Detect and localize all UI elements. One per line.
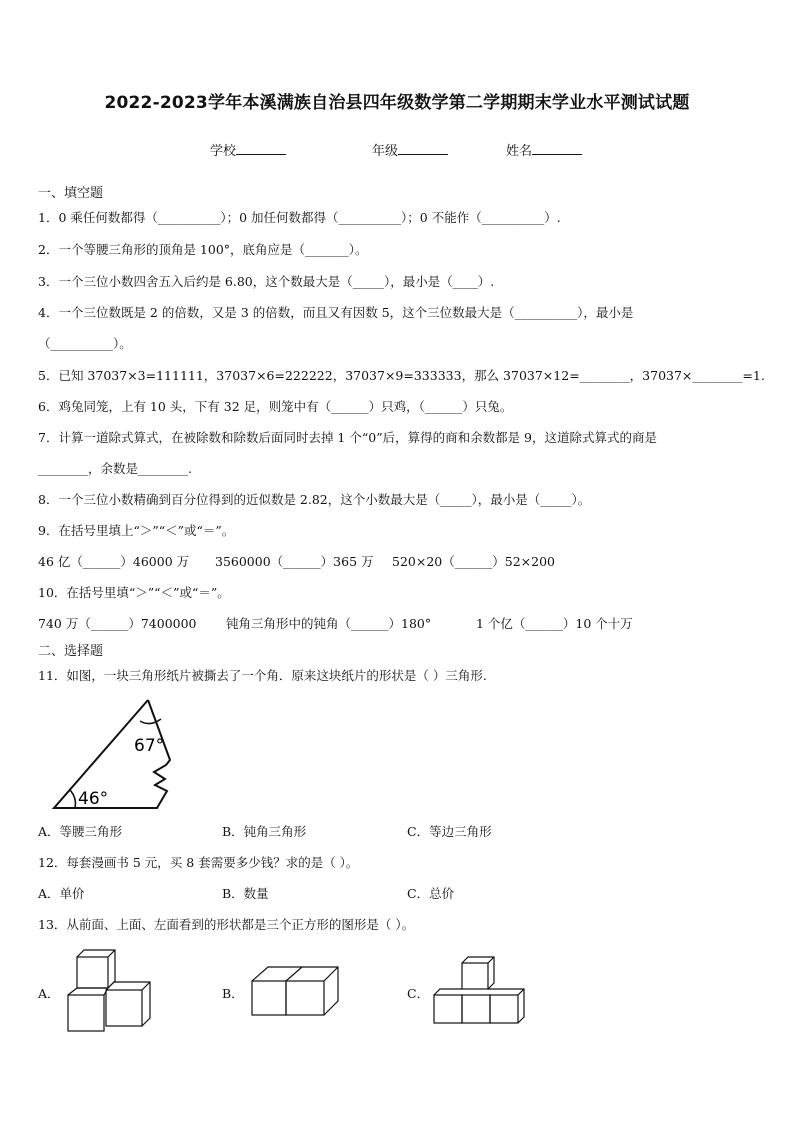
question-4: 4．一个三位数既是 2 的倍数，又是 3 的倍数，而且又有因数 5，这个三位数最大是（__________），最小是: [38, 305, 634, 320]
q9-item-2: 3560000（______）365 万: [215, 554, 374, 569]
angle-label-top: 67°: [134, 736, 165, 756]
question-4-cont: （__________）。: [38, 336, 132, 351]
q9-item-3: 520×20（______）52×200: [392, 554, 555, 569]
name-label: 姓名: [506, 144, 533, 159]
grade-label: 年级: [372, 144, 399, 159]
q9-item-1: 46 亿（______）46000 万: [38, 554, 190, 569]
page-title: 2022-2023学年本溪满族自治县四年级数学第二学期期末学业水平测试试题: [104, 93, 690, 113]
q12-option-b[interactable]: B．数量: [222, 886, 269, 901]
school-field: [210, 140, 286, 159]
question-10: 10．在括号里填“＞”“＜”或“＝”。: [38, 585, 230, 600]
question-13: 13．从前面、上面、左面看到的形状都是三个正方形的图形是（ ）。: [38, 917, 415, 932]
q10-item-1: 740 万（______）7400000: [38, 616, 197, 631]
school-blank[interactable]: [236, 142, 286, 155]
question-2: 2．一个等腰三角形的顶角是 100°，底角应是（_______）。: [38, 242, 368, 257]
question-6: 6．鸡兔同笼，上有 10 头，下有 32 足，则笼中有（______）只鸡，（______）只兔。: [38, 399, 513, 414]
q11-option-c[interactable]: C．等边三角形: [407, 824, 492, 839]
grade-blank[interactable]: [398, 142, 448, 155]
section-heading-fill: 一、填空题: [38, 186, 104, 201]
torn-triangle-figure: [48, 695, 198, 815]
school-label: 学校: [210, 144, 237, 159]
q13-option-c[interactable]: C．: [407, 986, 430, 1001]
question-7: 7．计算一道除式算式，在被除数和除数后面同时去掉 1 个“0”后，算得的商和余数都是 9，这道除式算式的商是: [38, 430, 658, 445]
question-5: 5．已知 37037×3=111111，37037×6=222222，37037×9=333333，那么 37037×12=________，37037×________=1.: [38, 368, 765, 383]
question-9: 9．在括号里填上“＞”“＜”或“＝”。: [38, 523, 235, 538]
question-12: 12．每套漫画书 5 元，买 8 套需要多少钱？求的是（ ）。: [38, 855, 359, 870]
q12-option-a[interactable]: A．单价: [38, 886, 85, 901]
name-blank[interactable]: [532, 142, 582, 155]
angle-arc-top: [140, 719, 161, 724]
q13-option-a[interactable]: A．: [38, 986, 60, 1001]
cube-figure-a: [64, 945, 154, 1035]
question-1: 1．0 乘任何数都得（__________）；0 加任何数都得（__________）；0 不能作（__________）.: [38, 210, 561, 225]
question-11: 11．如图，一块三角形纸片被撕去了一个角．原来这块纸片的形状是（ ）三角形.: [38, 668, 487, 683]
cube-figure-b: [248, 963, 343, 1023]
grade-field: [372, 140, 448, 159]
question-8: 8．一个三位小数精确到百分位得到的近似数是 2.82，这个小数最大是（_____），最小是（_____）。: [38, 492, 591, 507]
q10-item-2: 钝角三角形中的钝角（______）180°: [226, 616, 432, 631]
question-3: 3．一个三位小数四舍五入后约是 6.80，这个数最大是（_____），最小是（____）.: [38, 274, 495, 289]
question-7-cont: ________，余数是________.: [38, 461, 192, 476]
q13-option-b[interactable]: B．: [222, 986, 244, 1001]
angle-label-bottom: 46°: [78, 789, 109, 809]
q11-option-b[interactable]: B．钝角三角形: [222, 824, 307, 839]
q10-item-3: 1 个亿（______）10 个十万: [476, 616, 633, 631]
q12-option-c[interactable]: C．总价: [407, 886, 455, 901]
cube-figure-c: [430, 955, 530, 1030]
name-field: [506, 140, 582, 159]
section-heading-choice: 二、选择题: [38, 644, 104, 659]
angle-arc-bottom: [70, 790, 75, 808]
q11-option-a[interactable]: A．等腰三角形: [38, 824, 123, 839]
